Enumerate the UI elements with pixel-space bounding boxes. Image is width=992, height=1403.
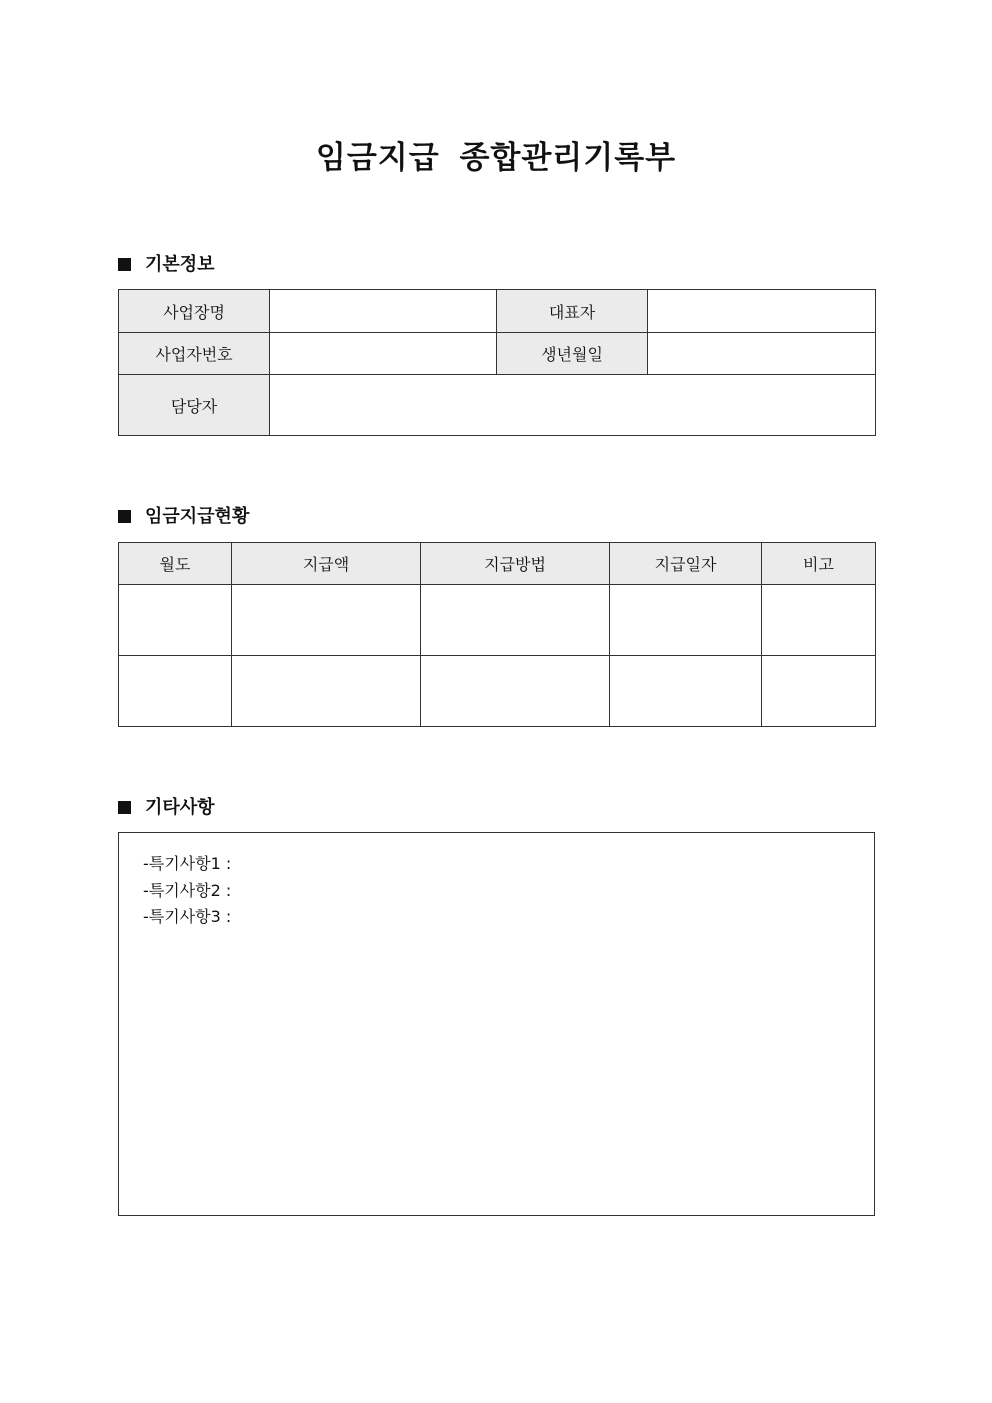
table-cell-amount[interactable] — [232, 585, 421, 656]
column-header-month: 월도 — [119, 543, 232, 585]
business-name-field[interactable] — [270, 290, 497, 333]
payment-status-table — [118, 542, 876, 727]
payment-status-heading — [118, 505, 249, 529]
business-number-field[interactable] — [270, 333, 497, 375]
basic-info-table — [118, 289, 876, 436]
square-bullet-icon — [118, 258, 131, 271]
table-row — [119, 375, 876, 436]
column-header-amount: 지급액 — [232, 543, 421, 585]
table-row — [119, 290, 876, 333]
manager-field[interactable] — [270, 375, 876, 436]
table-cell-method[interactable] — [421, 585, 610, 656]
birth-date-label: 생년월일 — [497, 333, 648, 375]
table-cell-month[interactable] — [119, 585, 232, 656]
table-cell-amount[interactable] — [232, 656, 421, 727]
birth-date-field[interactable] — [648, 333, 876, 375]
page-title: 임금지급 종합관리기록부 — [315, 140, 677, 176]
table-cell-date[interactable] — [610, 585, 762, 656]
business-name-label: 사업장명 — [119, 290, 270, 333]
manager-label: 담당자 — [119, 375, 270, 436]
notes-heading-text: 기타사항 — [145, 797, 215, 818]
column-header-method: 지급방법 — [421, 543, 610, 585]
table-row — [119, 585, 876, 656]
representative-field[interactable] — [648, 290, 876, 333]
notes-heading — [118, 796, 215, 820]
notes-box[interactable] — [118, 832, 875, 1216]
representative-label: 대표자 — [497, 290, 648, 333]
payment-status-heading-text: 임금지급현황 — [145, 506, 250, 527]
column-header-remarks: 비고 — [762, 543, 876, 585]
table-row — [119, 656, 876, 727]
square-bullet-icon — [118, 510, 131, 523]
table-header-row — [119, 543, 876, 585]
table-row — [119, 333, 876, 375]
note-line-2: -특기사항2 : — [143, 881, 232, 900]
table-cell-date[interactable] — [610, 656, 762, 727]
table-cell-method[interactable] — [421, 656, 610, 727]
note-line-1: -특기사항1 : — [143, 854, 232, 873]
square-bullet-icon — [118, 801, 131, 814]
column-header-date: 지급일자 — [610, 543, 762, 585]
note-line-3: -특기사항3 : — [143, 907, 232, 926]
business-number-label: 사업자번호 — [119, 333, 270, 375]
table-cell-month[interactable] — [119, 656, 232, 727]
table-cell-remarks[interactable] — [762, 585, 876, 656]
table-cell-remarks[interactable] — [762, 656, 876, 727]
basic-info-heading — [118, 253, 215, 277]
basic-info-heading-text: 기본정보 — [145, 254, 215, 275]
